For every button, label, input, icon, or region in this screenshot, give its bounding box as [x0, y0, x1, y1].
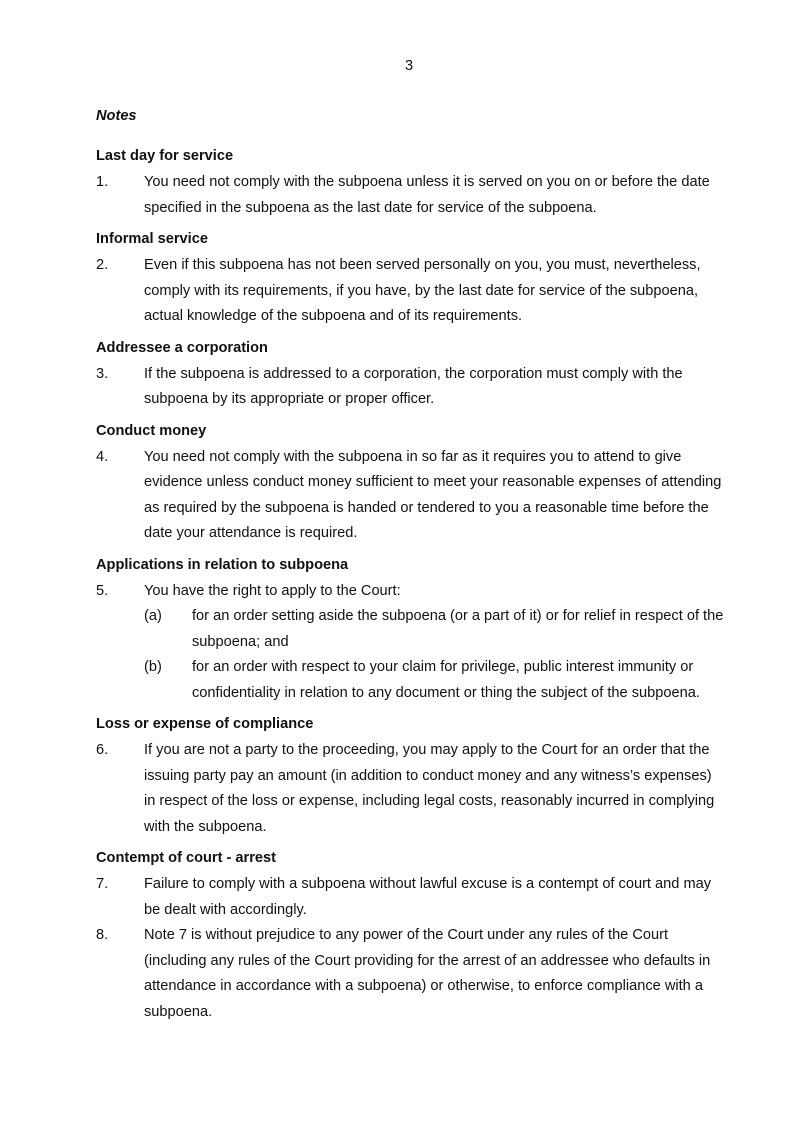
note-item	[96, 362, 724, 413]
notes-content	[96, 106, 724, 1033]
note-body	[144, 253, 724, 330]
note-body	[144, 923, 724, 1025]
note-body	[144, 738, 724, 840]
note-text: You need not comply with the subpoena in so far as it requires you to attend to give evidence unless conduct money sufficient to meet your reasonable expenses of attending as required by the subpoena is handed or tendered to you a reasonable time before the date your attendance is required.	[144, 448, 722, 541]
note-number: 4.	[96, 448, 109, 465]
note-body	[144, 872, 724, 923]
note-body	[144, 170, 724, 221]
note-body	[144, 362, 724, 413]
section-heading: Conduct money	[96, 422, 207, 439]
sub-item-text: for an order with respect to your claim for privilege, public interest immunity or confidentiality in relation to any document or thing the subject of the subpoena.	[192, 659, 700, 701]
note-number: 3.	[96, 365, 109, 382]
note-item	[96, 923, 724, 1025]
section-heading: Applications in relation to subpoena	[96, 556, 349, 573]
note-item	[96, 579, 724, 707]
note-text: Failure to comply with a subpoena without lawful excuse is a contempt of court and may be dealt with accordingly.	[144, 876, 712, 918]
note-text: If the subpoena is addressed to a corporation, the corporation must comply with the subpoena by its appropriate or proper officer.	[144, 365, 683, 407]
section-heading: Addressee a corporation	[96, 339, 268, 356]
sub-item	[144, 604, 724, 655]
note-text: Even if this subpoena has not been served personally on you, you must, nevertheless, comply with its requirements, if you have, by the last date for service of the subpoena, actual knowledge of the subpoena and of its requirements.	[144, 257, 701, 324]
note-text: If you are not a party to the proceeding, you may apply to the Court for an order that the issuing party pay an amount (in addition to conduct money and any witness’s expenses) in respect of the loss or expense, including legal costs, reasonably incurred in complying with the subpoena.	[144, 742, 715, 835]
note-number: 1.	[96, 174, 109, 190]
note-item	[96, 253, 724, 330]
sub-item-number: (b)	[144, 659, 162, 675]
note-number: 2.	[96, 257, 109, 273]
note-number: 6.	[96, 742, 109, 758]
sub-item-text: for an order setting aside the subpoena (or a part of it) or for relief in respect of the subpoena; and	[192, 608, 724, 650]
note-number: 7.	[96, 876, 109, 892]
section-heading: Loss or expense of compliance	[96, 716, 314, 732]
section-heading: Contempt of court - arrest	[96, 850, 276, 866]
note-number: 8.	[96, 927, 109, 943]
sub-item	[144, 655, 724, 706]
note-item	[96, 445, 724, 547]
section-heading: Informal service	[96, 231, 208, 247]
note-item	[96, 872, 724, 923]
notes-title: Notes	[96, 108, 137, 124]
note-item	[96, 738, 724, 840]
note-text: You need not comply with the subpoena unless it is served on you on or before the date specified in the subpoena as the last date for service of the subpoena.	[144, 174, 710, 216]
note-body	[144, 579, 724, 707]
note-text: You have the right to apply to the Court:	[144, 582, 401, 599]
note-item	[96, 170, 724, 221]
page-number: 3	[404, 58, 414, 74]
note-text: Note 7 is without prejudice to any power of the Court under any rules of the Court (including any rules of the Court providing for the arrest of an addressee who defaults in attendance in accordance with a subpoena) or otherwise, to enforce compliance with a subpoena.	[144, 927, 711, 1020]
note-number: 5.	[96, 582, 109, 599]
sub-item-number: (a)	[144, 608, 162, 624]
section-heading: Last day for service	[96, 148, 234, 164]
note-body	[144, 445, 724, 547]
